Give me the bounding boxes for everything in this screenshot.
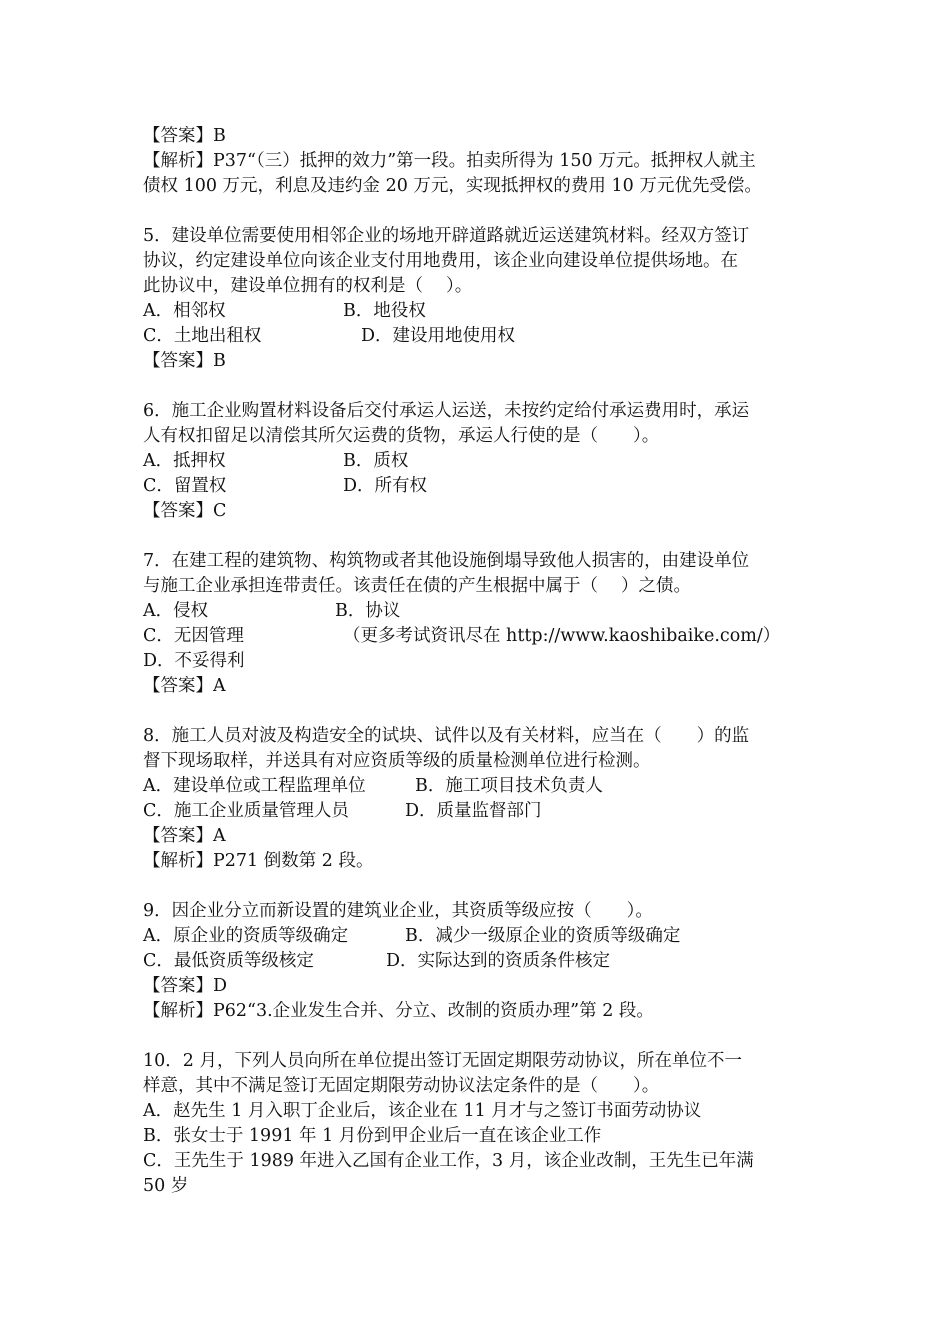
option-a: A．相邻权	[143, 301, 226, 321]
question-6	[143, 399, 813, 524]
option-c: C．留置权	[143, 476, 227, 496]
question-text: 协议，约定建设单位向该企业支付用地费用，该企业向建设单位提供场地。在	[143, 251, 738, 271]
answer-line: 【答案】C	[143, 501, 227, 521]
option-d: D．所有权	[343, 476, 428, 496]
option-c: C．施工企业质量管理人员	[143, 801, 349, 821]
question-text: 5．建设单位需要使用相邻企业的场地开辟道路就近运送建筑材料。经双方签订	[143, 226, 750, 246]
question-9	[143, 899, 813, 1024]
analysis-line: 【解析】P271 倒数第 2 段。	[143, 851, 374, 871]
option-c: C．土地出租权	[143, 326, 262, 346]
document-page	[143, 124, 813, 1199]
option-a: A．赵先生 1 月入职丁企业后，该企业在 11 月才与之签订书面劳动协议	[143, 1101, 702, 1121]
question-5	[143, 224, 813, 374]
option-c-continued: 50 岁	[143, 1176, 189, 1196]
option-c: C．无因管理	[143, 626, 244, 646]
question-text: 7．在建工程的建筑物、构筑物或者其他设施倒塌导致他人损害的，由建设单位	[143, 551, 750, 571]
answer-line: 【答案】D	[143, 976, 228, 996]
option-d: D．建设用地使用权	[361, 326, 516, 346]
question-text: 8．施工人员对波及构造安全的试块、试件以及有关材料，应当在（ ）的监	[143, 726, 750, 746]
option-d: D．实际达到的资质条件核定	[386, 951, 611, 971]
option-c: C．王先生于 1989 年进入乙国有企业工作，3 月，该企业改制，王先生已年满	[143, 1151, 754, 1171]
option-a: A．原企业的资质等级确定	[143, 926, 349, 946]
option-a: A．侵权	[143, 601, 209, 621]
promo-note: （更多考试资讯尽在 http://www.kaoshibaike.com/）	[343, 626, 781, 646]
analysis-line: 【解析】P37“（三）抵押的效力”第一段。拍卖所得为 150 万元。抵押权人就主	[143, 151, 756, 171]
option-c: C．最低资质等级核定	[143, 951, 314, 971]
analysis-line: 债权 100 万元，利息及违约金 20 万元，实现抵押权的费用 10 万元优先受偿。	[143, 176, 762, 196]
option-b: B．减少一级原企业的资质等级确定	[405, 926, 681, 946]
answer-line: 【答案】A	[143, 676, 226, 696]
option-a: A．建设单位或工程监理单位	[143, 776, 366, 796]
option-b: B．施工项目技术负责人	[415, 776, 603, 796]
question-text: 10．2 月，下列人员向所在单位提出签订无固定期限劳动协议，所在单位不一	[143, 1051, 742, 1071]
question-text: 人有权扣留足以清偿其所欠运费的货物，承运人行使的是（ ）。	[143, 426, 660, 446]
option-d: D．不妥得利	[143, 651, 245, 671]
question-text: 督下现场取样，并送具有对应资质等级的质量检测单位进行检测。	[143, 751, 651, 771]
answer-line: 【答案】B	[143, 351, 226, 371]
analysis-line: 【解析】P62“3.企业发生合并、分立、改制的资质办理”第 2 段。	[143, 1001, 654, 1021]
option-b: B．张女士于 1991 年 1 月份到甲企业后一直在该企业工作	[143, 1126, 602, 1146]
question-text: 样意，其中不满足签订无固定期限劳动协议法定条件的是（ ）。	[143, 1076, 660, 1096]
question-text: 与施工企业承担连带责任。该责任在债的产生根据中属于（ ）之债。	[143, 576, 692, 596]
question-text: 9．因企业分立而新设置的建筑业企业，其资质等级应按（ ）。	[143, 901, 653, 921]
option-b: B．质权	[343, 451, 409, 471]
answer-line: 【答案】A	[143, 826, 226, 846]
option-a: A．抵押权	[143, 451, 226, 471]
question-7	[143, 549, 813, 699]
answer-line: 【答案】B	[143, 126, 226, 146]
question-text: 此协议中，建设单位拥有的权利是（ ）。	[143, 276, 473, 296]
option-b: B．协议	[335, 601, 401, 621]
option-b: B．地役权	[343, 301, 426, 321]
question-10	[143, 1049, 813, 1199]
question-8	[143, 724, 813, 874]
question-text: 6．施工企业购置材料设备后交付承运人运送，未按约定给付承运费用时，承运	[143, 401, 750, 421]
option-d: D．质量监督部门	[405, 801, 542, 821]
